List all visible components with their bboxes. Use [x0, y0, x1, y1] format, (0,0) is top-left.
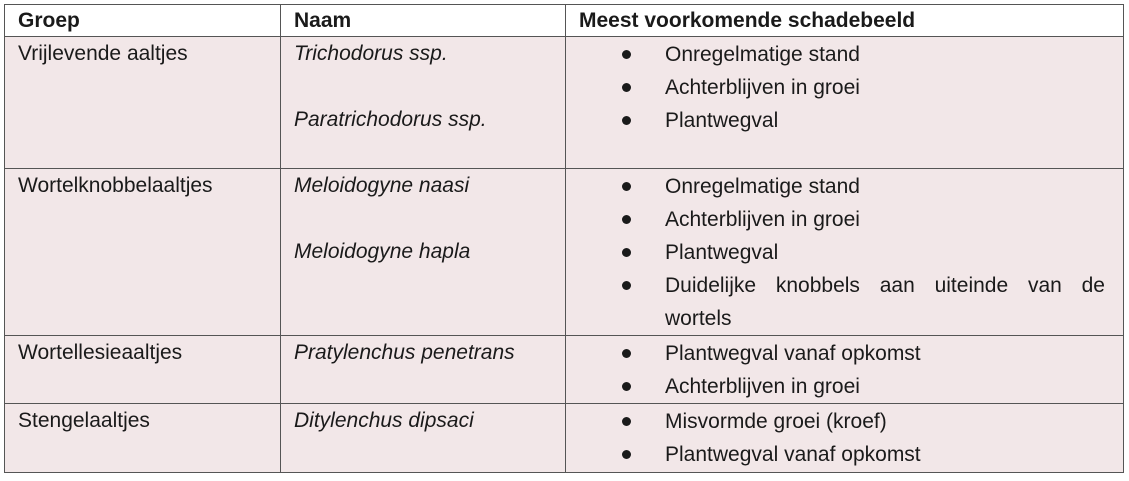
damage-text: Achterblijven in groei [665, 208, 860, 231]
name-cell [281, 169, 566, 336]
species-name: Paratrichodorus ssp. [294, 108, 487, 131]
table-row [5, 37, 1124, 169]
bullet-icon [622, 182, 631, 191]
bullet-icon [622, 417, 631, 426]
bullet-icon [622, 116, 631, 125]
damage-cell [566, 336, 1124, 404]
header-damage: Meest voorkomende schadebeeld [566, 5, 1124, 37]
bullet-icon [622, 382, 631, 391]
header-row [5, 5, 1124, 37]
damage-text: Plantwegval vanaf opkomst [665, 342, 921, 365]
damage-text: Onregelmatige stand [665, 175, 860, 198]
header-name: Naam [281, 5, 566, 37]
group-cell: Vrijlevende aaltjes [5, 37, 281, 169]
list-item [579, 337, 1123, 370]
damage-text: Misvormde groei (kroef) [665, 410, 887, 433]
bullet-icon [622, 281, 631, 290]
list-item [579, 104, 1123, 137]
bullet-icon [622, 248, 631, 257]
damage-text: Plantwegval vanaf opkomst [665, 443, 921, 466]
damage-cell [566, 169, 1124, 336]
damage-text: Onregelmatige stand [665, 43, 860, 66]
list-item [579, 269, 1123, 335]
list-item [579, 438, 1123, 471]
species-name: Meloidogyne hapla [294, 240, 471, 263]
group-cell: Stengelaaltjes [5, 404, 281, 473]
damage-text: Achterblijven in groei [665, 76, 860, 99]
list-item [579, 203, 1123, 236]
damage-list [579, 37, 1123, 137]
name-cell [281, 336, 566, 404]
bullet-icon [622, 83, 631, 92]
table-row [5, 336, 1124, 404]
name-cell [281, 404, 566, 473]
species-name: Meloidogyne naasi [294, 174, 470, 197]
list-item [579, 370, 1123, 403]
bullet-icon [622, 349, 631, 358]
damage-cell [566, 404, 1124, 473]
list-item [579, 71, 1123, 104]
group-cell: Wortelknobbelaaltjes [5, 169, 281, 336]
damage-cell [566, 37, 1124, 169]
damage-list [579, 169, 1123, 335]
species-name: Ditylenchus dipsaci [294, 409, 474, 432]
table-row [5, 169, 1124, 336]
species-name: Trichodorus ssp. [294, 42, 448, 65]
list-item [579, 236, 1123, 269]
nematode-table [4, 4, 1124, 473]
table-row [5, 404, 1124, 473]
group-cell: Wortellesieaaltjes [5, 336, 281, 404]
damage-text: Plantwegval [665, 109, 779, 132]
name-cell [281, 37, 566, 169]
list-item [579, 38, 1123, 71]
damage-list [579, 404, 1123, 471]
list-item [579, 405, 1123, 438]
list-item [579, 170, 1123, 203]
bullet-icon [622, 450, 631, 459]
bullet-icon [622, 215, 631, 224]
bullet-icon [622, 50, 631, 59]
damage-list [579, 336, 1123, 403]
damage-text: Duidelijke knobbels aan uiteinde van de wortels [665, 274, 1105, 330]
header-group: Groep [5, 5, 281, 37]
damage-text: Achterblijven in groei [665, 375, 860, 398]
species-name: Pratylenchus penetrans [294, 341, 515, 364]
damage-text: Plantwegval [665, 241, 779, 264]
